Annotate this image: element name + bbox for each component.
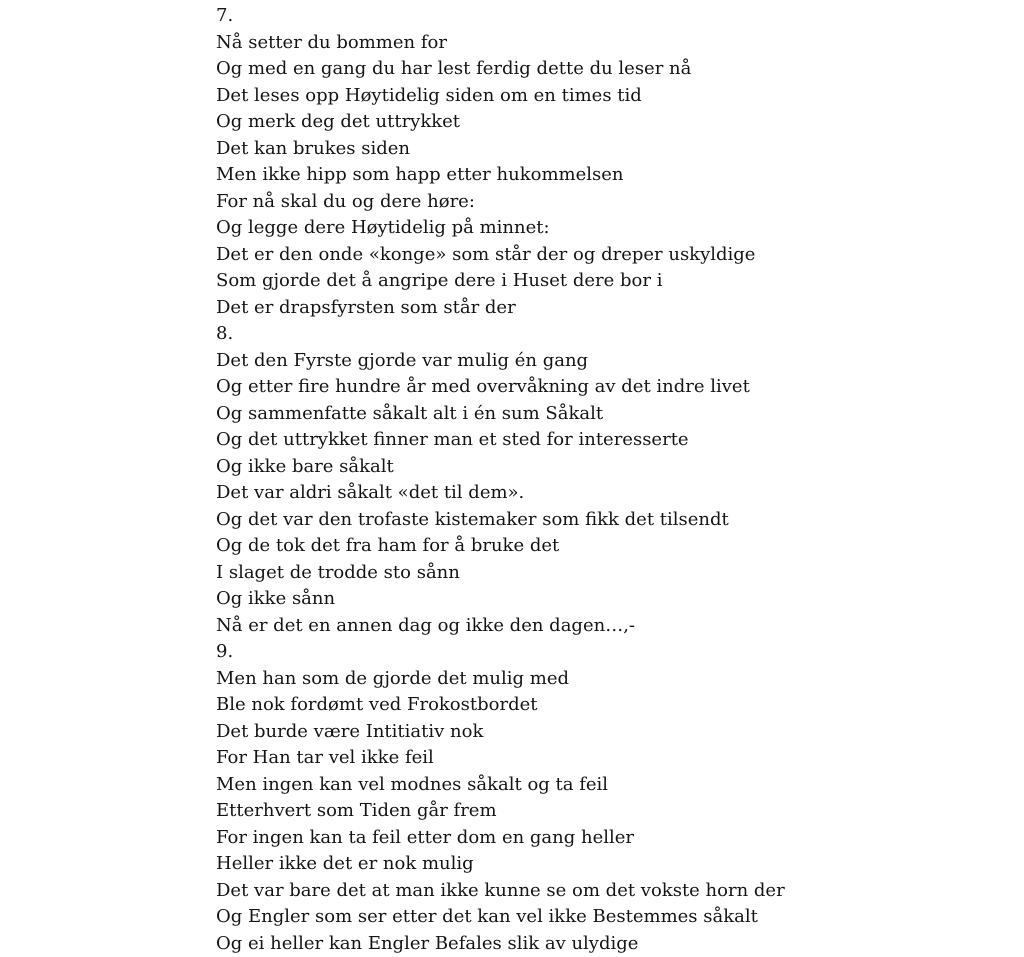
poem-line: Men han som de gjorde det mulig med <box>216 666 1006 693</box>
poem-line: Som gjorde det å angripe dere i Huset dere bor i <box>216 268 1006 295</box>
poem-line: I slaget de trodde sto sånn <box>216 560 1006 587</box>
poem-line: Og med en gang du har lest ferdig dette du leser nå <box>216 56 1006 83</box>
stanza <box>216 321 1006 639</box>
poem-line: Og etter fire hundre år med overvåkning av det indre livet <box>216 374 1006 401</box>
poem-line: Det var aldri såkalt «det til dem». <box>216 480 1006 507</box>
poem-line: Men ingen kan vel modnes såkalt og ta feil <box>216 772 1006 799</box>
poem-line: Det er drapsfyrsten som står der <box>216 295 1006 322</box>
poem-line: Det den Fyrste gjorde var mulig én gang <box>216 348 1006 375</box>
stanza-number: 8. <box>216 321 1006 348</box>
stanza <box>216 639 1006 957</box>
poem-line: For nå skal du og dere høre: <box>216 189 1006 216</box>
poem-line: Det leses opp Høytidelig siden om en times tid <box>216 83 1006 110</box>
poem-line: Og det uttrykket finner man et sted for interesserte <box>216 427 1006 454</box>
poem-line: Og sammenfatte såkalt alt i én sum Såkalt <box>216 401 1006 428</box>
poem-line: For Han tar vel ikke feil <box>216 745 1006 772</box>
poem-line: Og de tok det fra ham for å bruke det <box>216 533 1006 560</box>
poem-line: Etterhvert som Tiden går frem <box>216 798 1006 825</box>
poem-line: Og Engler som ser etter det kan vel ikke Bestemmes såkalt <box>216 904 1006 931</box>
poem-line: Det burde være Intitiativ nok <box>216 719 1006 746</box>
poem-line: Og ei heller kan Engler Befales slik av ulydige <box>216 931 1006 957</box>
poem-line: Heller ikke det er nok mulig <box>216 851 1006 878</box>
poem-line: Ble nok fordømt ved Frokostbordet <box>216 692 1006 719</box>
poem-line: Det var bare det at man ikke kunne se om det vokste horn der <box>216 878 1006 905</box>
stanza-number: 7. <box>216 3 1006 30</box>
poem-line: Og legge dere Høytidelig på minnet: <box>216 215 1006 242</box>
poem-line: Det er den onde «konge» som står der og dreper uskyldige <box>216 242 1006 269</box>
poem-line: Og ikke bare såkalt <box>216 454 1006 481</box>
poem-line: Nå setter du bommen for <box>216 30 1006 57</box>
poem-line: Det kan brukes siden <box>216 136 1006 163</box>
poem-line: Og merk deg det uttrykket <box>216 109 1006 136</box>
poem-text <box>216 3 1006 957</box>
poem-line: Nå er det en annen dag og ikke den dagen…,- <box>216 613 1006 640</box>
stanza-number: 9. <box>216 639 1006 666</box>
poem-line: Og ikke sånn <box>216 586 1006 613</box>
stanza <box>216 3 1006 321</box>
poem-line: For ingen kan ta feil etter dom en gang heller <box>216 825 1006 852</box>
poem-line: Men ikke hipp som happ etter hukommelsen <box>216 162 1006 189</box>
poem-line: Og det var den trofaste kistemaker som fikk det tilsendt <box>216 507 1006 534</box>
